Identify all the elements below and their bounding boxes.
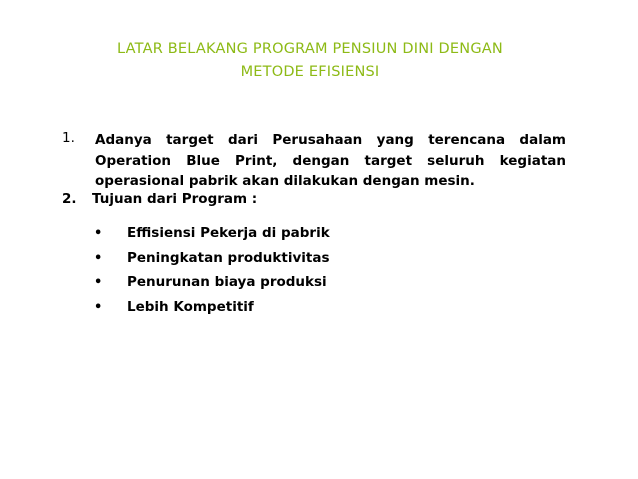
list-item	[94, 246, 330, 271]
bullet-icon: •	[94, 275, 103, 290]
item-text: Tujuan dari Program :	[92, 191, 258, 207]
item-text: Adanya target dari Perusahaan yang terencana dalam Operation Blue Print, dengan target seluruh kegiatan operasional pabrik akan dilakukan dengan mesin.	[95, 132, 566, 189]
item-number: 1.	[62, 130, 75, 146]
list-item	[94, 295, 330, 320]
bullet-icon: •	[94, 299, 103, 315]
list-item-text: Peningkatan produktivitas	[127, 249, 330, 266]
numbered-item-2	[62, 191, 257, 207]
list-item-text: Penurunan biaya produksi	[127, 274, 327, 290]
list-item	[94, 270, 330, 295]
list-item-text: Effisiensi Pekerja di pabrik	[127, 225, 330, 241]
bullet-icon: •	[94, 226, 103, 241]
numbered-item-1	[62, 130, 566, 192]
slide-title-line-2: METODE EFISIENSI	[240, 64, 380, 80]
item-number: 2.	[62, 191, 77, 207]
list-item-text: Lebih Kompetitif	[127, 298, 254, 315]
goals-bullet-list	[94, 221, 330, 319]
slide-title-line-1: LATAR BELAKANG PROGRAM PENSIUN DINI DENGAN	[117, 41, 503, 57]
bullet-icon: •	[94, 250, 103, 266]
slide-title	[60, 38, 560, 84]
list-item	[94, 221, 330, 246]
